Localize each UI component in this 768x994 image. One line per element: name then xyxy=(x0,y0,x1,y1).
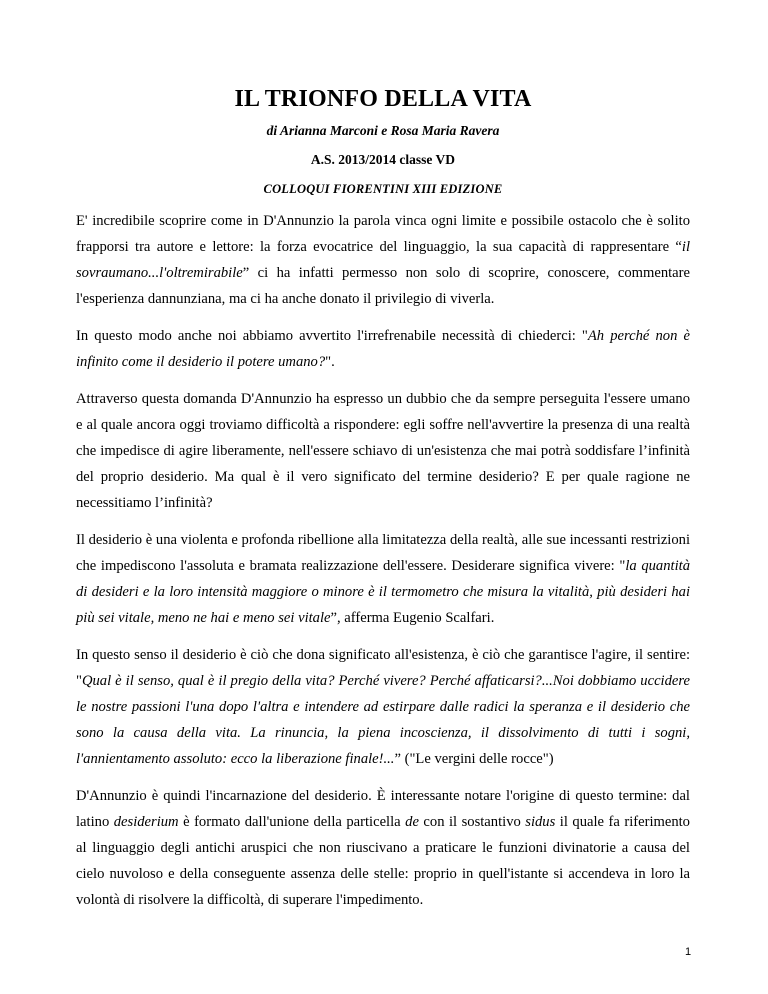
paragraph-5-text-a: In questo senso il desiderio è ciò che dona significato all'esistenza, è ciò che garantisce l'agire, il sentire: " xyxy=(76,647,690,689)
paragraph-4 xyxy=(76,527,690,631)
paragraph-1 xyxy=(76,208,690,312)
paragraph-6-text-e: con il sostantivo xyxy=(418,814,526,830)
authors-line: di Arianna Marconi e Rosa Maria Ravera xyxy=(266,123,500,138)
paragraph-5-text-c: ” ("Le vergini delle rocce") xyxy=(394,751,554,767)
school-year-line: A.S. 2013/2014 classe VD xyxy=(310,152,456,167)
page-number: 1 xyxy=(685,946,692,958)
paragraph-4-quote: la quantità di desideri e la loro intensità maggiore o minore è il termometro che misura la vitalità, più desideri hai più sei vitale, meno ne hai e meno sei vitale xyxy=(76,558,690,626)
paragraph-2 xyxy=(76,323,690,375)
paragraph-3: Attraverso questa domanda D'Annunzio ha espresso un dubbio che da sempre perseguita l'essere umano e al quale ancora oggi troviamo difficoltà a rispondere: egli soffre nell'avvertire la presenza di una realtà che impedisce di agire liberamente, nell'essere schiavo di un'esistenza che mai potrà soddisfare l’infinità del proprio desiderio. Ma qual è il vero significato del termine desiderio? E per quale ragione ne necessitiamo l’infinità? xyxy=(76,391,690,511)
paragraph-2-text-c: ". xyxy=(325,354,335,370)
document-page xyxy=(76,0,690,994)
paragraph-4-text-a: Il desiderio è una violenta e profonda ribellione alla limitatezza della realtà, alle sue incessanti restrizioni che impediscono l'assoluta e bramata realizzazione dell'essere. Desiderare significa vivere: " xyxy=(76,532,690,574)
paragraph-1-text-c: ” ci ha infatti permesso non solo di scoprire, conoscere, commentare l'esperienza dannunziana, ma ci ha anche donato il privilegio di viverla. xyxy=(76,265,690,307)
term-de: de xyxy=(405,814,419,830)
paragraph-2-quote: Ah perché non è infinito come il desiderio il potere umano? xyxy=(76,328,690,370)
term-desiderium: desiderium xyxy=(113,814,179,830)
term-sidus: sidus xyxy=(525,814,556,830)
paragraph-6-text-c: è formato dall'unione della particella xyxy=(178,814,406,830)
paragraph-4-text-c: ”, afferma Eugenio Scalfari. xyxy=(330,610,495,626)
paragraph-2-text-a: In questo modo anche noi abbiamo avvertito l'irrefrenabile necessità di chiederci: " xyxy=(76,328,588,344)
paragraph-6-text-a: D'Annunzio è quindi l'incarnazione del desiderio. È interessante notare l'origine di questo termine: dal latino xyxy=(76,788,690,830)
event-line: COLLOQUI FIORENTINI XIII EDIZIONE xyxy=(263,182,503,196)
document-body xyxy=(76,208,690,924)
paragraph-6 xyxy=(76,783,690,913)
document-title: IL TRIONFO DELLA VITA xyxy=(234,86,532,112)
paragraph-5-quote: Qual è il senso, qual è il pregio della vita? Perché vivere? Perché affaticarsi?...Noi dobbiamo uccidere le nostre passioni l'una dopo l'altra e intendere ad estirpare dalle radici la speranza e il desiderio che sono la causa della vita. La rinuncia, la piena incoscienza, il dissolvimento di tutti i sogni, l'annientamento assoluto: ecco la liberazione finale!... xyxy=(76,673,690,767)
paragraph-1-quote: il sovraumano...l'oltremirabile xyxy=(76,239,690,281)
paragraph-1-text-a: E' incredibile scoprire come in D'Annunzio la parola vinca ogni limite e possibile ostacolo che è solito frapporsi tra autore e lettore: la forza evocatrice del linguaggio, la sua capacità di rappresentare “ xyxy=(76,213,690,255)
paragraph-6-text-g: il quale fa riferimento al linguaggio degli antichi aruspici che non riuscivano a praticare le funzioni divinatorie a causa del cielo nuvoloso e della conseguente assenza delle stelle: proprio in quell'istante si accendeva in loro la volontà di risolvere la difficoltà, di superare l'impedimento. xyxy=(76,814,690,908)
paragraph-5 xyxy=(76,642,690,772)
